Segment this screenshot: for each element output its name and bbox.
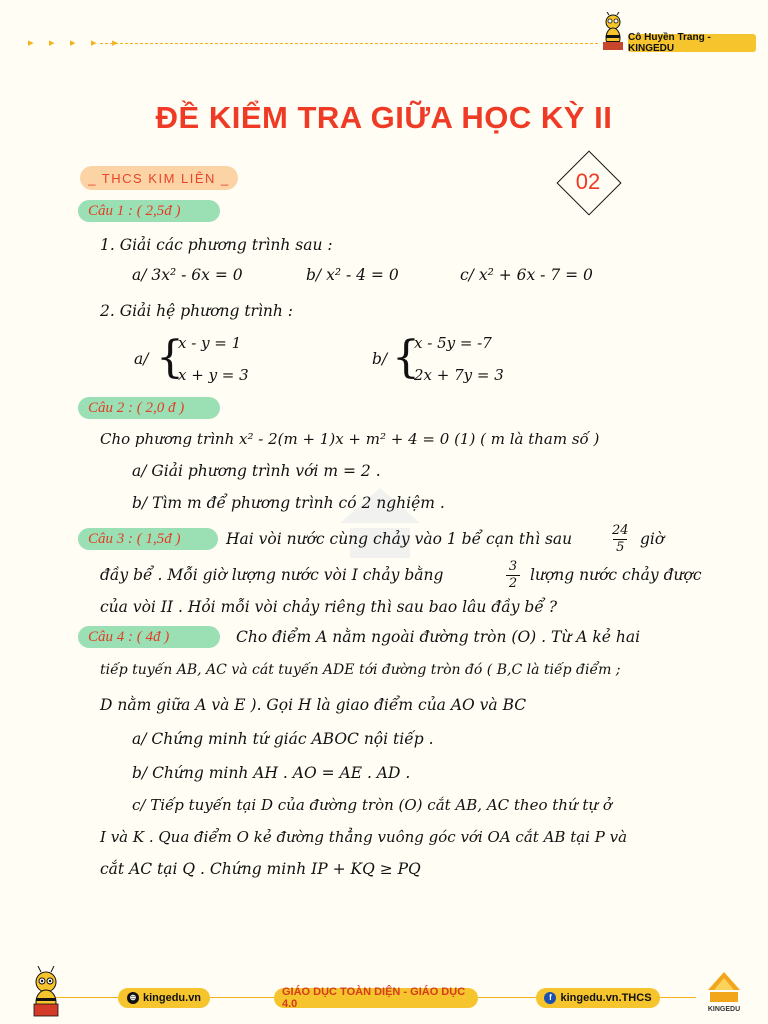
q4-part-c-line3: cắt AC tại Q . Chứng minh IP + KQ ≥ PQ bbox=[100, 860, 421, 878]
q1-system-a-brace: { bbox=[156, 332, 184, 383]
exam-number: 02 bbox=[575, 169, 601, 194]
q4-part-c-line1: c/ Tiếp tuyến tại D của đường tròn (O) cắt AB, AC theo thứ tự ở bbox=[132, 796, 612, 814]
q3-line3: của vòi II . Hỏi mỗi vòi chảy riêng thì sau bao lâu đầy bể ? bbox=[100, 598, 558, 616]
q1-equation-b: b/ x² - 4 = 0 bbox=[306, 266, 399, 284]
header-divider bbox=[100, 43, 598, 44]
q1-system-b-eq1: x - 5y = -7 bbox=[414, 334, 492, 352]
header-arrows: ▸ ▸ ▸ ▸ ▸ bbox=[28, 36, 124, 49]
q1-system-b-brace: { bbox=[392, 332, 420, 383]
q4-line1: Cho điểm A nằm ngoài đường tròn (O) . Từ A kẻ hai bbox=[236, 628, 641, 646]
q3-line2: đầy bể . Mỗi giờ lượng nước vòi I chảy bằng bbox=[100, 566, 444, 584]
question-4-label: Câu 4 : ( 4đ ) bbox=[78, 626, 220, 648]
question-1-label: Câu 1 : ( 2,5đ ) bbox=[78, 200, 220, 222]
bee-reading-mascot-icon bbox=[28, 966, 64, 1018]
q4-part-a: a/ Chứng minh tứ giác ABOC nội tiếp . bbox=[132, 730, 434, 748]
q1-system-a-eq1: x - y = 1 bbox=[178, 334, 242, 352]
slogan: GIÁO DỤC TOÀN DIỆN - GIÁO DỤC 4.0 bbox=[274, 988, 478, 1008]
q4-part-b: b/ Chứng minh AH . AO = AE . AD . bbox=[132, 764, 411, 782]
kingedu-watermark-icon bbox=[330, 478, 430, 578]
question-3-label: Câu 3 : ( 1,5đ ) bbox=[78, 528, 218, 550]
website-link[interactable] bbox=[118, 988, 210, 1008]
q4-line3: D nằm giữa A và E ). Gọi H là giao điểm của AO và BC bbox=[100, 696, 527, 714]
globe-icon: ⊕ bbox=[127, 992, 139, 1004]
q1-system-b-eq2: 2x + 7y = 3 bbox=[414, 366, 504, 384]
q1-equation-c: c/ x² + 6x - 7 = 0 bbox=[460, 266, 593, 284]
q3-fraction-3-2 bbox=[506, 560, 520, 591]
facebook-icon: f bbox=[544, 992, 556, 1004]
q2-statement: Cho phương trình x² - 2(m + 1)x + m² + 4 = 0 (1) ( m là tham số ) bbox=[100, 430, 600, 448]
q1-part1: 1. Giải các phương trình sau : bbox=[100, 236, 333, 254]
author-badge: Cô Huyền Trang - KINGEDU bbox=[628, 34, 756, 52]
bee-mascot-icon bbox=[600, 12, 626, 52]
fraction-denominator: 5 bbox=[616, 540, 625, 555]
fraction-numerator: 3 bbox=[508, 559, 518, 574]
kingedu-logo-text: KINGEDU bbox=[707, 1006, 741, 1013]
page-title: ĐỀ KIỂM TRA GIỮA HỌC KỲ II bbox=[155, 100, 613, 135]
q3-line2-end: lượng nước chảy được bbox=[530, 566, 702, 584]
q4-line2: tiếp tuyến AB, AC và cát tuyến ADE tới đường tròn đó ( B,C là tiếp điểm ; bbox=[100, 662, 621, 678]
q3-line1: Hai vòi nước cùng chảy vào 1 bể cạn thì sau bbox=[226, 530, 573, 548]
fraction-denominator: 2 bbox=[508, 576, 518, 591]
q3-fraction-24-5 bbox=[612, 524, 629, 555]
facebook-link[interactable] bbox=[536, 988, 660, 1008]
q4-part-c-line2: I và K . Qua điểm O kẻ đường thẳng vuông góc với OA cắt AB tại P và bbox=[100, 828, 628, 846]
q1-system-b-label: b/ bbox=[372, 350, 388, 368]
q2-part-a: a/ Giải phương trình với m = 2 . bbox=[132, 462, 381, 480]
q1-equation-a: a/ 3x² - 6x = 0 bbox=[132, 266, 243, 284]
q1-system-a-label: a/ bbox=[134, 350, 149, 368]
fraction-numerator: 24 bbox=[612, 523, 629, 538]
website-text: kingedu.vn bbox=[142, 992, 202, 1004]
q3-line1-end: giờ bbox=[640, 530, 665, 548]
facebook-text: kingedu.vn.THCS bbox=[560, 992, 652, 1004]
q2-part-b: b/ Tìm m để phương trình có 2 nghiệm . bbox=[132, 494, 445, 512]
q1-system-a-eq2: x + y = 3 bbox=[178, 366, 249, 384]
q1-part2: 2. Giải hệ phương trình : bbox=[100, 302, 294, 320]
question-2-label: Câu 2 : ( 2,0 đ ) bbox=[78, 397, 220, 419]
school-label: _ THCS KIM LIÊN _ bbox=[80, 166, 238, 190]
